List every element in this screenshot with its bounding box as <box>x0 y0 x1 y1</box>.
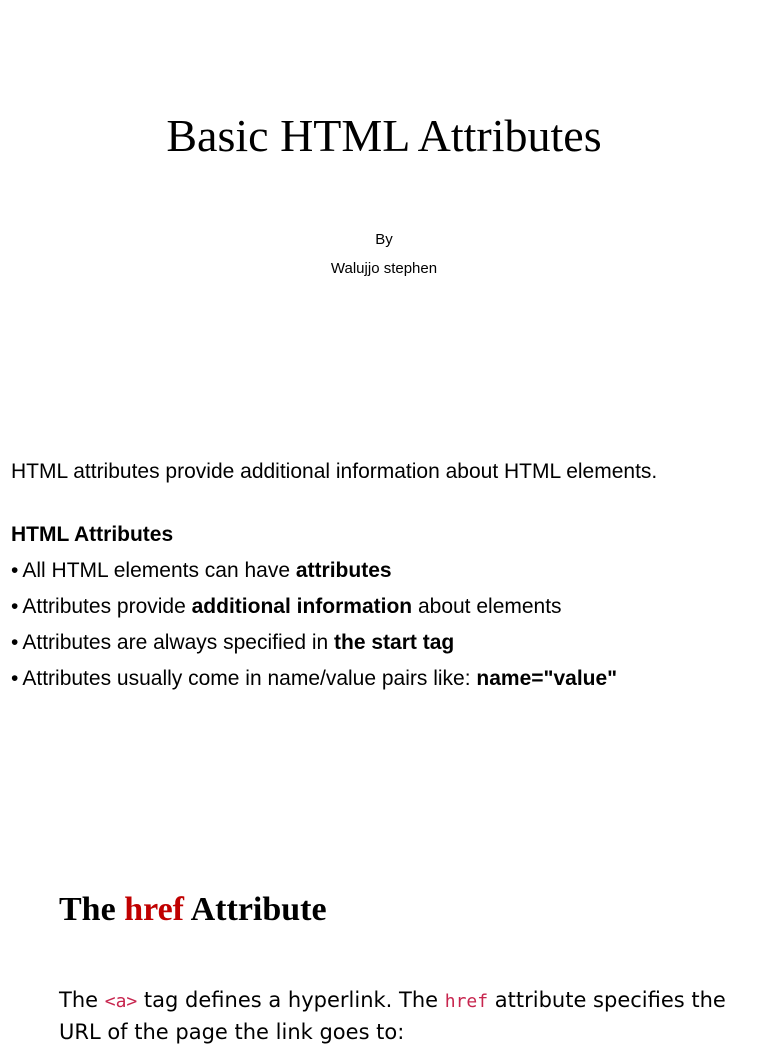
code-a-tag: <a> <box>104 991 138 1012</box>
bullet-dot: • <box>11 667 19 690</box>
bullet-text-tail: about elements <box>412 595 562 618</box>
bullet-text: Attributes are always specified in <box>22 631 335 654</box>
href-attribute-slide <box>0 880 768 1044</box>
code-href: href <box>444 991 489 1012</box>
bullet-bold-text: the start tag <box>334 631 455 654</box>
author-name: Walujjo stephen <box>330 260 438 277</box>
bullet-text: Attributes provide <box>22 595 192 618</box>
href-heading <box>59 888 327 932</box>
list-item <box>11 629 761 665</box>
list-item <box>11 665 761 701</box>
slide-title: Basic HTML Attributes <box>166 110 602 161</box>
list-item <box>11 593 761 629</box>
by-label: By <box>375 231 393 248</box>
bullet-bold-text: additional information <box>191 595 413 618</box>
intro-paragraph: HTML attributes provide additional information about HTML elements. <box>11 460 658 483</box>
href-paragraph <box>59 985 759 1047</box>
bullet-dot: • <box>11 631 19 654</box>
bullet-dot: • <box>11 559 19 582</box>
para-text-3: attribute specifies the URL of the page the link goes to: <box>59 988 726 1044</box>
para-text-2: tag defines a hyperlink. The <box>137 988 445 1012</box>
bullet-dot: • <box>11 595 19 618</box>
attributes-overview-slide <box>0 450 768 730</box>
href-heading-post: Attribute <box>184 891 327 928</box>
bullet-bold-text: attributes <box>295 559 392 582</box>
list-item <box>11 557 761 593</box>
subheading: HTML Attributes <box>11 523 174 546</box>
bullet-text: Attributes usually come in name/value pairs like: <box>22 667 477 690</box>
bullet-bold-text: name="value" <box>476 667 618 690</box>
bullet-text: All HTML elements can have <box>22 559 296 582</box>
bullet-list <box>11 557 761 701</box>
href-heading-highlight: href <box>124 891 184 928</box>
href-heading-pre: The <box>59 891 125 928</box>
para-text-1: The <box>59 988 105 1012</box>
title-slide <box>0 0 768 370</box>
